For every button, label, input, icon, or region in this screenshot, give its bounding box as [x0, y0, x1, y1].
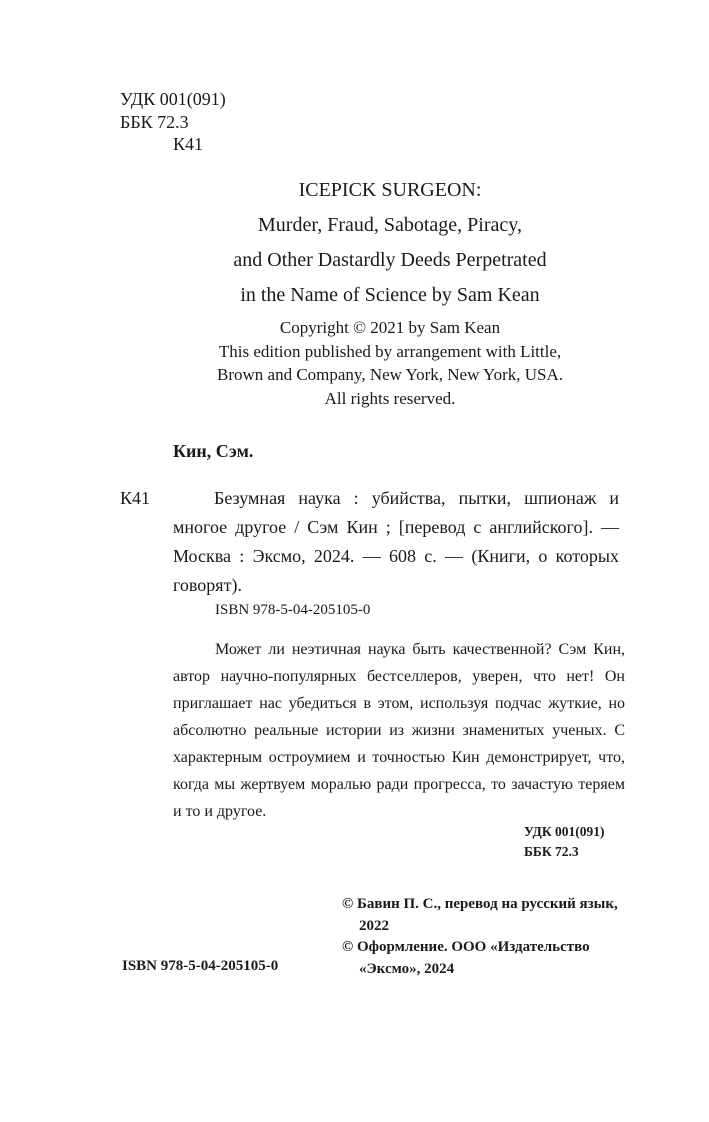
footer-copyrights — [342, 894, 649, 980]
copyright-line: All rights reserved. — [324, 388, 456, 408]
copyright-line: Copyright © 2021 by Sam Kean — [279, 318, 501, 337]
author-mark: К41 — [173, 134, 204, 154]
footer-udk: УДК 001(091) — [524, 824, 605, 839]
annotation — [173, 636, 625, 825]
original-copyright — [150, 316, 630, 410]
title-line: Murder, Fraud, Sabotage, Piracy, — [258, 214, 522, 236]
udk-code: УДК 001(091) — [120, 89, 226, 109]
copyright-text: © Оформление. ООО «Издательство «Эксмо», 2024 — [342, 939, 590, 977]
title-line: and Other Dastardly Deeds Perpetrated — [233, 249, 547, 271]
catalog-mark: К41 — [120, 488, 151, 508]
description-text: Безумная наука : убийства, пытки, шпионаж и многое другое / Сэм Кин ; [перевод с английского]. — Москва : Эксмо, 2024. — 608 с. — (Книги, о которых говорят). — [173, 488, 619, 595]
copyright-line: This edition published by arrangement with Little, — [218, 341, 562, 361]
catalog-description — [173, 484, 619, 600]
footer-bbk: ББК 72.3 — [524, 844, 579, 859]
design-copyright — [342, 937, 649, 980]
bbk-code: ББК 72.3 — [120, 112, 189, 132]
translation-copyright — [342, 894, 639, 937]
copyright-text: © Бавин П. С., перевод на русский язык, 2022 — [342, 896, 618, 934]
original-title — [150, 173, 630, 313]
catalog-author: Кин, Сэм. — [173, 441, 254, 461]
title-line: in the Name of Science by Sam Kean — [240, 284, 540, 306]
footer-isbn: ISBN 978-5-04-205105-0 — [122, 958, 279, 974]
copyright-line: Brown and Company, New York, New York, USA. — [217, 365, 563, 384]
catalog-isbn: ISBN 978-5-04-205105-0 — [215, 602, 371, 618]
annotation-text: Может ли неэтичная наука быть качественной? Сэм Кин, автор научно-популярных бестселлеров, уверен, что нет! Он приглашает нас убедиться в этом, используя подчас жуткие, но абсолютно реальные истории из жизни знаменитых ученых. С характерным остроумием и точностью Кин демонстрирует, что, когда мы жертвуем моралью ради прогресса, то зачастую теряем и то и другое. — [173, 641, 625, 820]
title-line: ICEPICK SURGEON: — [298, 179, 482, 201]
